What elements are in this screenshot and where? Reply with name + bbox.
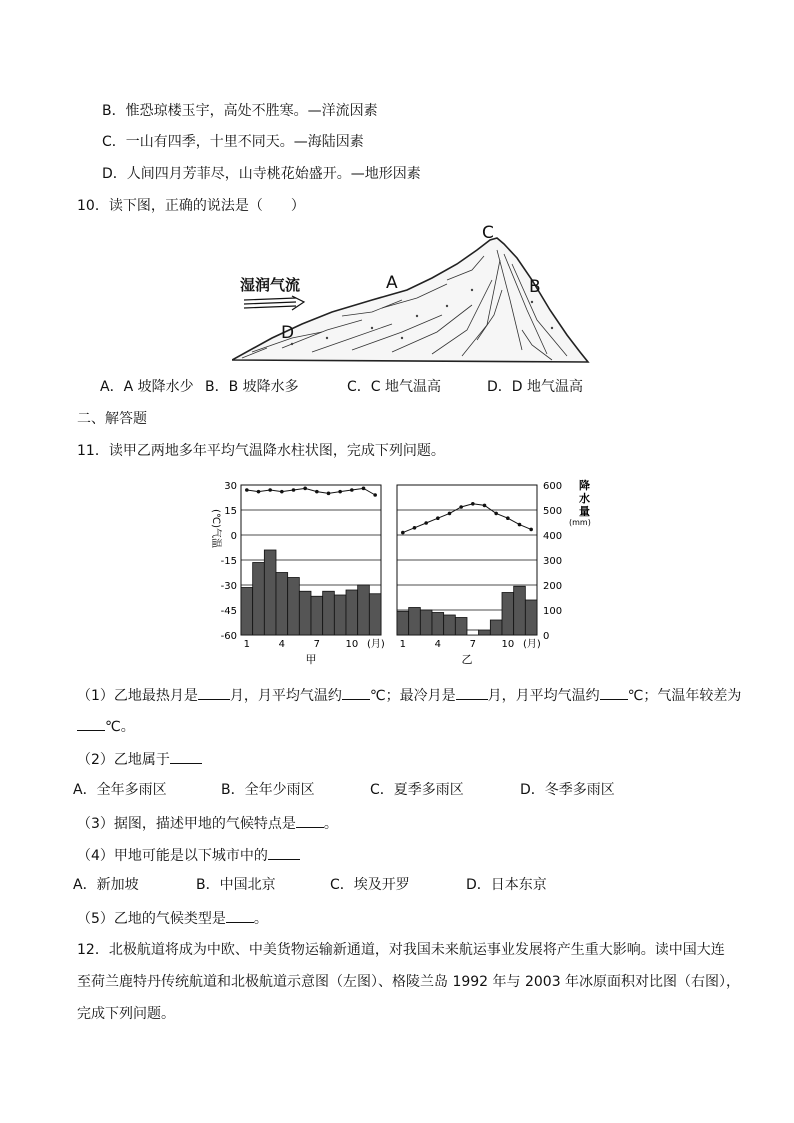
y-tick-label-left: 0	[230, 531, 237, 542]
q9-option-b: B．惟恐琼楼玉宇，高处不胜寒。—洋流因素	[102, 103, 378, 119]
x-tick-label: 7	[313, 639, 321, 650]
q12-line-3: 完成下列问题。	[77, 1006, 175, 1022]
q9-option-c: C．一山有四季，十里不同天。—海陆因素	[102, 134, 364, 150]
temperature-point	[518, 523, 522, 527]
temperature-point	[257, 490, 261, 494]
q11-sub2-option-b: B．全年少雨区	[221, 782, 315, 798]
q11-sub2-option-d: D．冬季多雨区	[520, 782, 615, 798]
left-axis-title: (℃)气温	[210, 509, 221, 549]
answer-blank[interactable]	[226, 908, 254, 923]
q11-sub5-end: 。	[253, 911, 268, 927]
temperature-point	[327, 492, 331, 496]
q11-sub1-text-5: ℃；气温年较差为	[627, 688, 742, 704]
y-tick-label-left: -45	[220, 606, 237, 617]
q11-sub1-text-1: （1）乙地最热月是	[77, 688, 198, 704]
q11-sub4	[77, 845, 300, 865]
answer-blank[interactable]	[170, 749, 202, 764]
precip-bar	[369, 594, 381, 635]
answer-blank[interactable]	[77, 716, 105, 731]
q10-option-c: C．C 地气温高	[347, 379, 442, 395]
q11-sub2-option-a: A．全年多雨区	[73, 782, 167, 798]
precip-bar	[455, 618, 467, 636]
precip-bar	[420, 610, 432, 635]
x-tick-label: 4	[434, 639, 442, 650]
precip-bar	[323, 591, 335, 635]
precip-bar	[514, 586, 526, 635]
answer-blank[interactable]	[456, 685, 488, 700]
label-c: C	[482, 223, 494, 243]
x-tick-label: 10	[345, 639, 359, 650]
q11-sub1	[77, 685, 741, 705]
precip-bar	[432, 613, 444, 636]
q12-line-2: 至荷兰鹿特丹传统航道和北极航道示意图（左图）、格陵兰岛 1992 年与 2003 年冰原面积对比图（右图），	[77, 974, 741, 990]
q10-option-a: A．A 坡降水少	[100, 379, 194, 395]
temperature-point	[268, 488, 272, 492]
q11-sub1-text-2: 月，月平均气温约	[229, 688, 342, 704]
precip-bar	[525, 600, 537, 635]
precip-bar	[358, 585, 370, 635]
temperature-point	[459, 505, 463, 509]
climate-charts	[205, 475, 605, 675]
q11-sub2-option-c: C．夏季多雨区	[370, 782, 464, 798]
temperature-point	[245, 488, 249, 492]
answer-blank[interactable]	[198, 685, 230, 700]
temperature-point	[424, 521, 428, 525]
q11-sub4-text: （4）甲地可能是以下城市中的	[77, 848, 268, 864]
right-axis-title-char: 量	[579, 505, 590, 518]
temperature-point	[471, 502, 475, 506]
precip-bar	[490, 620, 502, 635]
precip-bar	[444, 615, 456, 635]
precip-bar	[264, 550, 276, 635]
y-tick-label-right: 400	[543, 531, 563, 542]
precip-bar	[467, 630, 479, 635]
panel-label: 乙	[461, 653, 473, 666]
x-tick-label: 7	[469, 639, 477, 650]
q11-sub4-option-c: C．埃及开罗	[330, 877, 410, 893]
right-axis-unit: (mm)	[569, 518, 591, 527]
x-unit-label: (月)	[367, 639, 385, 650]
answer-blank[interactable]	[296, 813, 324, 828]
temperature-point	[373, 493, 377, 497]
y-tick-label-left: 15	[224, 506, 237, 517]
right-axis-title-char: 水	[579, 492, 590, 505]
temperature-point	[315, 490, 319, 494]
airflow-label: 湿润气流	[240, 276, 301, 294]
x-tick-label: 4	[278, 639, 286, 650]
y-tick-label-right: 300	[543, 556, 563, 567]
x-unit-label: (月)	[523, 639, 541, 650]
precip-bar	[479, 630, 491, 635]
y-tick-label-right: 500	[543, 506, 563, 517]
precip-bar	[288, 578, 300, 636]
precip-bar	[299, 591, 311, 635]
temperature-point	[303, 487, 307, 491]
q10-mountain-figure	[232, 220, 592, 370]
panel-label: 甲	[305, 653, 317, 666]
q11-sub1-text-4: 月，月平均气温约	[487, 688, 600, 704]
q11-sub4-option-a: A．新加坡	[73, 877, 139, 893]
q12-line-1: 12．北极航道将成为中欧、中美货物运输新通道，对我国未来航运事业发展将产生重大影响。读中国大连	[77, 942, 725, 958]
y-tick-label-right: 600	[543, 481, 563, 492]
temperature-point	[494, 512, 498, 516]
temperature-point	[436, 516, 440, 520]
temperature-point	[448, 512, 452, 516]
q11-sub3-text: （3）据图，描述甲地的气候特点是	[77, 816, 296, 832]
temperature-point	[413, 526, 417, 530]
precip-bar	[276, 573, 288, 636]
x-tick-label: 10	[501, 639, 515, 650]
temperature-point	[506, 516, 510, 520]
q9-option-d: D．人间四月芳菲尽，山寺桃花始盛开。—地形因素	[102, 166, 421, 182]
right-axis-title-char: 降	[579, 479, 590, 492]
temperature-point	[362, 487, 366, 491]
q11-sub2-text: （2）乙地属于	[77, 752, 170, 768]
precip-bar	[409, 608, 421, 636]
q11-sub4-option-b: B．中国北京	[196, 877, 276, 893]
x-tick-label: 1	[399, 639, 407, 650]
temperature-point	[292, 488, 296, 492]
precip-bar	[241, 588, 253, 636]
temperature-point	[401, 531, 405, 535]
precip-bar	[311, 596, 323, 635]
q10-stem: 10．读下图，正确的说法是（ ）	[77, 198, 305, 214]
q10-option-b: B．B 坡降水多	[205, 379, 299, 395]
temperature-point	[350, 488, 354, 492]
q11-sub5	[77, 908, 268, 928]
y-tick-label-right: 100	[543, 606, 563, 617]
y-tick-label-left: -60	[220, 631, 237, 642]
q10-option-d: D．D 地气温高	[487, 379, 584, 395]
x-tick-label: 1	[243, 639, 251, 650]
q11-sub3	[77, 813, 338, 833]
temperature-point	[483, 504, 487, 508]
precip-bar	[253, 563, 265, 636]
precip-bar	[397, 611, 409, 635]
answer-blank[interactable]	[268, 845, 300, 860]
q11-sub4-option-d: D．日本东京	[466, 877, 547, 893]
answer-blank[interactable]	[600, 685, 628, 700]
temperature-point	[280, 490, 284, 494]
precip-bar	[346, 590, 358, 635]
q11-sub3-end: 。	[323, 816, 338, 832]
temperature-point	[338, 490, 342, 494]
label-a: A	[386, 273, 398, 293]
precip-bar	[334, 595, 346, 635]
q11-stem: 11．读甲乙两地多年平均气温降水柱状图，完成下列问题。	[77, 443, 445, 459]
temperature-point	[529, 528, 533, 532]
y-tick-label-right: 200	[543, 581, 563, 592]
label-b: B	[529, 277, 541, 297]
y-tick-label-left: -15	[220, 556, 237, 567]
q11-sub2	[77, 749, 202, 769]
answer-blank[interactable]	[342, 685, 370, 700]
q11-sub1-text-6: ℃。	[105, 719, 135, 735]
q11-sub1-cont	[77, 716, 135, 736]
y-tick-label-left: 30	[224, 481, 237, 492]
precip-bar	[502, 593, 514, 636]
q11-sub1-text-3: ℃；最冷月是	[369, 688, 456, 704]
y-tick-label-right: 0	[543, 631, 550, 642]
label-d: D	[281, 323, 295, 343]
airflow-arrow	[244, 296, 304, 310]
section-heading: 二、解答题	[77, 411, 147, 427]
y-tick-label-left: -30	[220, 581, 237, 592]
q11-sub5-text: （5）乙地的气候类型是	[77, 911, 226, 927]
